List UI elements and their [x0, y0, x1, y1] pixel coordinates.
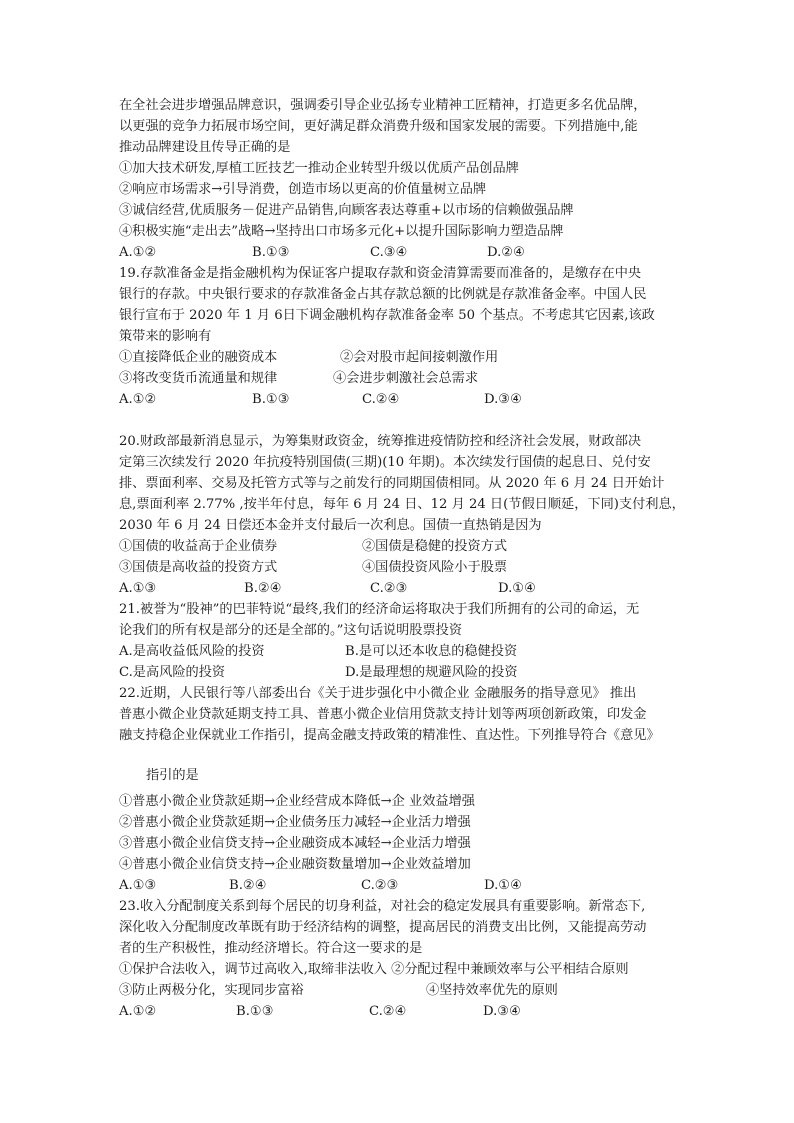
- q18-stem-line: 在全社会进步增强品牌意识，强调委引导企业弘扬专业精神工匠精神，打造更多名优品牌，: [119, 98, 647, 113]
- q19-stem-line: 银行的存款。中央银行要求的存款准备金占其存款总额的比例就是存款准备金率。中国人民: [119, 287, 647, 302]
- q22-item: ①普惠小微企业贷款延期→企业经营成本降低→企 业效益增强: [119, 794, 475, 809]
- q21-stem-line: 21.被誉为“股神”的巴菲特说“最终,我们的经济命运将取决于我们所拥有的公司的命运，无: [119, 602, 640, 617]
- q21-option-d[interactable]: D.是最理想的规避风险的投资: [345, 665, 518, 680]
- q23-option-b[interactable]: B.①③: [236, 1004, 274, 1019]
- q22-option-c[interactable]: C.②③: [361, 878, 399, 893]
- q18-option-b[interactable]: B.①③: [252, 245, 290, 260]
- q22-stem-tail: 指引的是: [146, 768, 199, 783]
- q22-stem-line: 融支持稳企业保就业工作指引，提高金融支持政策的精准性、直达性。下列推导符合《意见》: [119, 728, 660, 743]
- q20-option-b[interactable]: B.②④: [244, 581, 282, 596]
- q20-option-c[interactable]: C.②③: [370, 581, 408, 596]
- q20-stem-line: 息,票面利率 2.77% ,按半年付息，每年 6 月 24 日、12 月 24 日(节假日顺延，下同)支付利息，: [119, 497, 685, 512]
- q20-item-4: ④国债投资风险小于股票: [362, 560, 508, 575]
- q22-option-d[interactable]: D.①④: [484, 878, 522, 893]
- q18-item: ①加大技术研发,厚植工匠技艺一推动企业转型升级以优质产品创品牌: [119, 161, 519, 176]
- q21-option-b[interactable]: B.是可以还本收息的稳健投资: [345, 644, 518, 659]
- q20-stem-line: 排、票面利率、交易及托管方式等与之前发行的同期国债相同。从 2020 年 6 月 24 日开始计: [119, 476, 665, 491]
- q21-option-a[interactable]: A.是高收益低风险的投资: [119, 644, 265, 659]
- q22-stem-line: 22.近期，人民银行等八部委出台《关于进步强化中小微企业 金融服务的指导意见》 推出: [119, 686, 637, 701]
- q19-stem-line: 银行宣布于 2020 年 1 月 6日下调金融机构存款准备金率 50 个基点。不考虑其它因素,该政: [119, 308, 655, 323]
- q18-item: ④积极实施“走出去”战略→坚持出口市场多元化+以提升国际影响力塑造品牌: [119, 224, 564, 239]
- q21-stem-line: 论我们的所有权是部分的还是全部的。”这句话说明股票投资: [119, 623, 463, 638]
- q20-option-a[interactable]: A.①③: [119, 581, 157, 596]
- q23-option-d[interactable]: D.③④: [483, 1004, 521, 1019]
- q18-option-c[interactable]: C.③④: [370, 245, 408, 260]
- q19-stem-line: 19.存款准备金是指金融机构为保证客户提取存款和资金清算需要而准备的，是缴存在中央: [119, 266, 642, 281]
- q19-item-2: ②会对股市起间接刺激作用: [340, 350, 499, 365]
- q19-option-c[interactable]: C.②④: [362, 392, 400, 407]
- q23-stem-line: 23.收入分配制度关系到每个居民的切身利益，对社会的稳定发展具有重要影响。新常态下,: [119, 899, 646, 914]
- q23-item-4: ④坚持效率优先的原则: [426, 983, 558, 998]
- q23-option-c[interactable]: C.②④: [369, 1004, 407, 1019]
- q22-item: ②普惠小微企业贷款延期→企业债务压力减轻→企业活力增强: [119, 815, 471, 830]
- q19-item-1: ①直接降低企业的融资成本: [119, 350, 278, 365]
- q22-item: ③普惠小微企业信贷支持→企业融资成本减轻→企业活力增强: [119, 836, 471, 851]
- q22-option-b[interactable]: B.②④: [229, 878, 267, 893]
- q20-stem-line: 2030 年 6 月 24 日偿还本金并支付最后一次利息。国债一直热销是因为: [119, 518, 542, 533]
- q18-option-d[interactable]: D.②④: [487, 245, 525, 260]
- q21-option-c[interactable]: C.是高风险的投资: [119, 665, 226, 680]
- q18-option-a[interactable]: A.①②: [119, 245, 157, 260]
- q19-option-d[interactable]: D.③④: [484, 392, 522, 407]
- q18-item: ②响应市场需求→引导消费，创造市场以更高的价值量树立品牌: [119, 182, 487, 197]
- q19-item-3: ③将改变货币流通量和规律: [119, 371, 278, 386]
- q19-option-a[interactable]: A.①②: [119, 392, 157, 407]
- q23-item-3: ③防止两极分化，实现同步富裕: [119, 983, 304, 998]
- q20-stem-line: 定第三次续发行 2020 年抗疫特别国债(三期)(10 年期)。本次续发行国债的起息日、兑付安: [119, 455, 651, 470]
- q22-item: ④普惠小微企业信贷支持→企业融资数量增加→企业效益增加: [119, 857, 471, 872]
- q18-stem-line: 以更强的竞争力拓展市场空间，更好满足群众消费升级和国家发展的需要。下列措施中,能: [119, 119, 638, 134]
- q23-items-row: ①保护合法收入，调节过高收入,取缔非法收入 ②分配过程中兼顾效率与公平相结合原则: [119, 962, 629, 977]
- q20-item-1: ①国债的收益高于企业债券: [119, 539, 278, 554]
- q19-option-b[interactable]: B.①③: [252, 392, 290, 407]
- q20-item-3: ③国债是高收益的投资方式: [119, 560, 278, 575]
- q19-item-4: ④会进步刺激社会总需求: [333, 371, 479, 386]
- q20-stem-line: 20.财政部最新消息显示，为筹集财政资金，统筹推进疫情防控和经济社会发展，财政部决: [119, 434, 642, 449]
- q23-option-a[interactable]: A.①②: [119, 1004, 157, 1019]
- q18-stem-line: 推动品牌建设且传导正确的是: [119, 140, 291, 155]
- q23-stem-line: 深化收入分配制度改革既有助于经济结构的调整，提高居民的消费支出比例，又能提高劳动: [119, 920, 647, 935]
- q22-stem-line: 普惠小微企业贷款延期支持工具、普惠小微企业信用贷款支持计划等两项创新政策，印发金: [119, 707, 647, 722]
- q22-option-a[interactable]: A.①③: [119, 878, 157, 893]
- q19-stem-line: 策带来的影响有: [119, 329, 212, 344]
- q20-item-2: ②国债是稳健的投资方式: [362, 539, 508, 554]
- q18-item: ③诚信经营,优质服务－促进产品销售,向顾客表达尊重+以市场的信赖做强品牌: [119, 203, 574, 218]
- q20-option-d[interactable]: D.①④: [498, 581, 536, 596]
- q23-stem-line: 者的生产积极性，推动经济增长。符合这一要求的是: [119, 941, 423, 956]
